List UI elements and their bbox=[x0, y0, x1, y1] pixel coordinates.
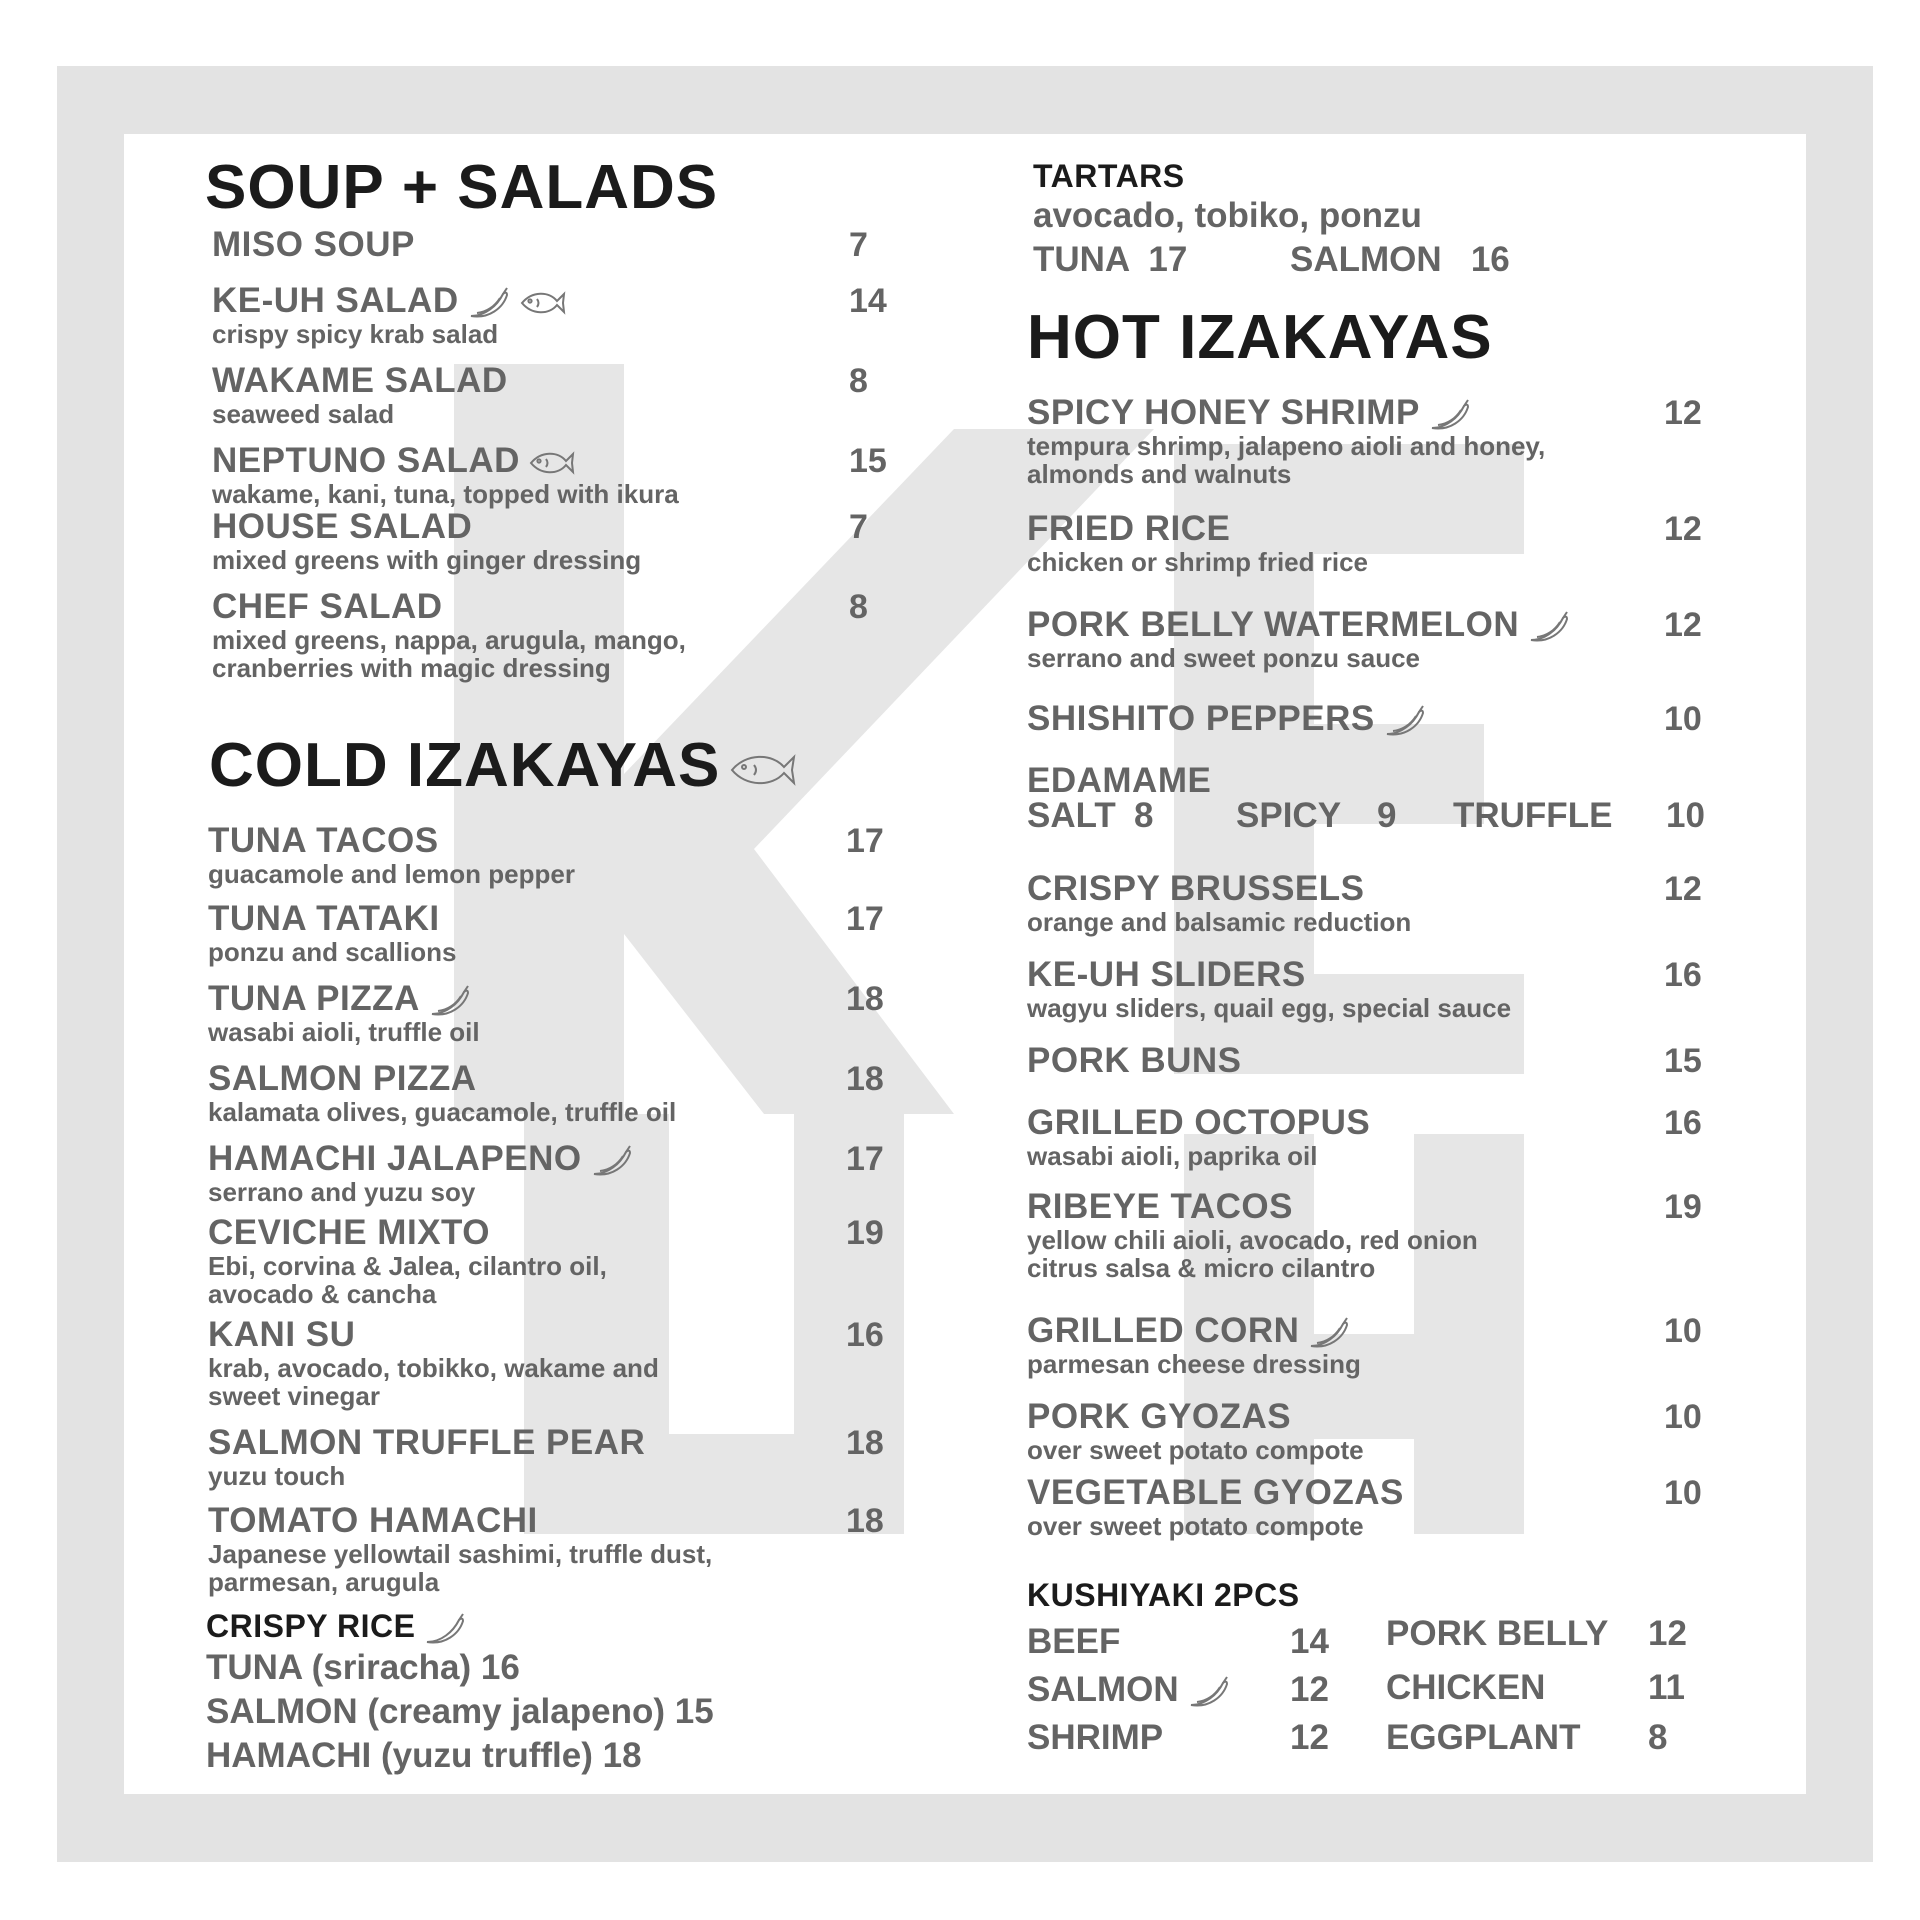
chili-pepper-icon bbox=[1428, 398, 1472, 432]
soup-salad-item bbox=[212, 362, 508, 428]
edamame-truffle-label: TRUFFLE bbox=[1453, 796, 1613, 835]
kushiyaki-item-name-text: SALMON bbox=[1027, 1670, 1179, 1709]
soup-salad-item bbox=[212, 442, 679, 508]
crispy-rice-title-text: CRISPY RICE bbox=[206, 1608, 416, 1644]
kushiyaki-item-price: 12 bbox=[1290, 1718, 1329, 1757]
item-name bbox=[208, 1140, 634, 1178]
kushiyaki-item-name bbox=[1386, 1668, 1545, 1708]
edamame-spicy-label: SPICY bbox=[1236, 796, 1342, 835]
item-price: 12 bbox=[1664, 394, 1702, 432]
item-price: 14 bbox=[849, 282, 887, 320]
kushiyaki-item-name-text: SHRIMP bbox=[1027, 1718, 1164, 1757]
item-name bbox=[1027, 606, 1571, 644]
chili-pepper-icon bbox=[423, 1612, 467, 1646]
kushiyaki-item-name bbox=[1027, 1622, 1120, 1662]
item-name-text: PORK BUNS bbox=[1027, 1041, 1242, 1080]
item-description: yuzu touch bbox=[208, 1461, 346, 1491]
kushiyaki-item-price: 8 bbox=[1648, 1718, 1668, 1757]
cold-izakaya-item bbox=[208, 1140, 634, 1206]
kushiyaki-item-price: 12 bbox=[1648, 1614, 1687, 1653]
tartars-description: avocado, tobiko, ponzu bbox=[1033, 196, 1422, 235]
item-name bbox=[208, 1316, 659, 1354]
hot-izakaya-item bbox=[1027, 510, 1368, 576]
chili-pepper-icon bbox=[1187, 1675, 1231, 1709]
cold-izakaya-item bbox=[208, 1316, 659, 1410]
edamame-salt-price: 8 bbox=[1134, 796, 1154, 835]
item-name bbox=[212, 588, 686, 626]
item-description: guacamole and lemon pepper bbox=[208, 859, 575, 889]
chili-pepper-icon bbox=[467, 286, 511, 320]
item-description: cranberries with magic dressing bbox=[212, 653, 611, 683]
item-description: mixed greens, nappa, arugula, mango, bbox=[212, 625, 686, 655]
item-name-text: KANI SU bbox=[208, 1315, 356, 1354]
section-title-kushiyaki: KUSHIYAKI 2PCS bbox=[1027, 1577, 1300, 1613]
cold-izakaya-item bbox=[208, 1214, 607, 1308]
item-description: Ebi, corvina & Jalea, cilantro oil, bbox=[208, 1251, 607, 1281]
item-price: 18 bbox=[846, 980, 884, 1018]
edamame-spicy-price: 9 bbox=[1377, 796, 1397, 835]
item-description: over sweet potato compote bbox=[1027, 1511, 1364, 1541]
item-price: 15 bbox=[1664, 1042, 1702, 1080]
tartars-tuna-price: TUNA 17 bbox=[1033, 240, 1188, 279]
item-description: avocado & cancha bbox=[208, 1279, 437, 1309]
item-description: serrano and sweet ponzu sauce bbox=[1027, 643, 1421, 673]
item-name bbox=[1027, 1312, 1361, 1350]
item-name-text: CHEF SALAD bbox=[212, 587, 443, 626]
item-name-text: CRISPY BRUSSELS bbox=[1027, 869, 1365, 908]
cold-izakaya-item bbox=[208, 900, 456, 966]
item-description: wakame, kani, tuna, topped with ikura bbox=[212, 479, 679, 509]
item-name-text: SALMON PIZZA bbox=[208, 1059, 477, 1098]
item-name bbox=[212, 442, 679, 480]
section-title-soup-salads: SOUP + SALADS bbox=[205, 153, 719, 222]
item-price: 17 bbox=[846, 1140, 884, 1178]
kushiyaki-item-price: 11 bbox=[1648, 1668, 1685, 1707]
item-price: 19 bbox=[846, 1214, 884, 1252]
kushiyaki-item-name bbox=[1027, 1718, 1163, 1758]
section-title-crispy-rice bbox=[206, 1608, 467, 1646]
chili-pepper-icon bbox=[428, 984, 472, 1018]
item-description: kalamata olives, guacamole, truffle oil bbox=[208, 1097, 677, 1127]
item-name-text: VEGETABLE GYOZAS bbox=[1027, 1473, 1404, 1512]
kushiyaki-item-name bbox=[1027, 1670, 1231, 1710]
item-description: orange and balsamic reduction bbox=[1027, 907, 1412, 937]
item-description: wagyu sliders, quail egg, special sauce bbox=[1027, 993, 1512, 1023]
item-description: ponzu and scallions bbox=[208, 937, 457, 967]
cold-izakaya-item bbox=[208, 1502, 712, 1596]
item-name-text: SALMON TRUFFLE PEAR bbox=[208, 1423, 646, 1462]
item-name bbox=[208, 1502, 712, 1540]
item-price: 7 bbox=[849, 508, 868, 546]
item-name-text: SHISHITO PEPPERS bbox=[1027, 699, 1375, 738]
kushiyaki-item-name bbox=[1386, 1718, 1580, 1758]
item-description: serrano and yuzu soy bbox=[208, 1177, 476, 1207]
item-name bbox=[1027, 700, 1427, 738]
chili-pepper-icon bbox=[590, 1144, 634, 1178]
item-price: 16 bbox=[1664, 956, 1702, 994]
tartars-salmon-price: SALMON 16 bbox=[1290, 240, 1510, 279]
crispy-rice-line-3: HAMACHI (yuzu truffle) 18 bbox=[206, 1736, 642, 1775]
item-name bbox=[1027, 394, 1545, 432]
item-price: 17 bbox=[846, 900, 884, 938]
item-name-text: SPICY HONEY SHRIMP bbox=[1027, 393, 1420, 432]
hot-izakaya-item bbox=[1027, 1312, 1361, 1378]
hot-izakaya-item bbox=[1027, 1398, 1364, 1464]
soup-salad-item bbox=[212, 226, 415, 264]
hot-izakaya-item bbox=[1027, 394, 1545, 488]
item-name-text: KE-UH SLIDERS bbox=[1027, 955, 1306, 994]
item-price: 8 bbox=[849, 362, 868, 400]
hot-izakaya-item bbox=[1027, 762, 1211, 800]
item-name bbox=[212, 508, 641, 546]
item-description: wasabi aioli, truffle oil bbox=[208, 1017, 480, 1047]
hot-izakaya-item bbox=[1027, 606, 1571, 672]
item-name-text: GRILLED CORN bbox=[1027, 1311, 1300, 1350]
item-price: 10 bbox=[1664, 700, 1702, 738]
kushiyaki-item-name-text: EGGPLANT bbox=[1386, 1718, 1581, 1757]
item-description: seaweed salad bbox=[212, 399, 395, 429]
kushiyaki-item-price: 14 bbox=[1290, 1622, 1329, 1661]
item-name bbox=[1027, 956, 1511, 994]
item-price: 10 bbox=[1664, 1312, 1702, 1350]
item-name-text: EDAMAME bbox=[1027, 761, 1212, 800]
item-name-text: TUNA TATAKI bbox=[208, 899, 440, 938]
hot-izakaya-item bbox=[1027, 870, 1411, 936]
item-price: 19 bbox=[1664, 1188, 1702, 1226]
fish-icon bbox=[519, 289, 567, 317]
kushiyaki-item-name-text: CHICKEN bbox=[1386, 1668, 1546, 1707]
item-price: 10 bbox=[1664, 1474, 1702, 1512]
item-name bbox=[1027, 1042, 1242, 1080]
item-name bbox=[1027, 1104, 1370, 1142]
item-price: 16 bbox=[1664, 1104, 1702, 1142]
item-name-text: GRILLED OCTOPUS bbox=[1027, 1103, 1371, 1142]
item-name bbox=[208, 900, 456, 938]
hot-izakaya-item bbox=[1027, 1474, 1404, 1540]
cold-izakaya-item bbox=[208, 1424, 645, 1490]
item-description: over sweet potato compote bbox=[1027, 1435, 1364, 1465]
item-description: mixed greens with ginger dressing bbox=[212, 545, 642, 575]
item-description: chicken or shrimp fried rice bbox=[1027, 547, 1369, 577]
item-name-text: MISO SOUP bbox=[212, 225, 415, 264]
soup-salad-item bbox=[212, 282, 567, 348]
menu-page bbox=[124, 134, 1806, 1794]
item-description: tempura shrimp, jalapeno aioli and honey, bbox=[1027, 431, 1546, 461]
item-description: almonds and walnuts bbox=[1027, 459, 1292, 489]
item-name-text: HAMACHI JALAPENO bbox=[208, 1139, 582, 1178]
hot-izakaya-item bbox=[1027, 1188, 1478, 1282]
item-price: 16 bbox=[846, 1316, 884, 1354]
cold-izakayas-title-text: COLD IZAKAYAS bbox=[209, 731, 721, 800]
cold-izakaya-item bbox=[208, 822, 575, 888]
item-price: 12 bbox=[1664, 606, 1702, 644]
item-description: crispy spicy krab salad bbox=[212, 319, 499, 349]
edamame-truffle-price: 10 bbox=[1666, 796, 1705, 835]
item-name bbox=[212, 226, 415, 264]
item-description: sweet vinegar bbox=[208, 1381, 380, 1411]
item-description: krab, avocado, tobikko, wakame and bbox=[208, 1353, 659, 1383]
item-price: 7 bbox=[849, 226, 868, 264]
crispy-rice-line-1: TUNA (sriracha) 16 bbox=[206, 1648, 520, 1687]
item-price: 8 bbox=[849, 588, 868, 626]
fish-icon bbox=[728, 751, 798, 789]
section-title-cold-izakayas bbox=[209, 730, 798, 801]
chili-pepper-icon bbox=[1383, 704, 1427, 738]
item-name bbox=[208, 980, 480, 1018]
item-name bbox=[1027, 870, 1411, 908]
item-price: 12 bbox=[1664, 870, 1702, 908]
kushiyaki-item-name bbox=[1386, 1614, 1608, 1654]
cold-izakaya-item bbox=[208, 1060, 676, 1126]
item-description: citrus salsa & micro cilantro bbox=[1027, 1253, 1376, 1283]
item-price: 12 bbox=[1664, 510, 1702, 548]
item-description: parmesan, arugula bbox=[208, 1567, 440, 1597]
item-name-text: PORK GYOZAS bbox=[1027, 1397, 1292, 1436]
item-name-text: WAKAME SALAD bbox=[212, 361, 508, 400]
item-name-text: CEVICHE MIXTO bbox=[208, 1213, 491, 1252]
item-description: yellow chili aioli, avocado, red onion bbox=[1027, 1225, 1478, 1255]
fish-icon bbox=[528, 449, 576, 477]
item-description: wasabi aioli, paprika oil bbox=[1027, 1141, 1318, 1171]
item-name bbox=[208, 1214, 607, 1252]
item-name bbox=[208, 1060, 676, 1098]
section-title-tartars: TARTARS bbox=[1033, 158, 1185, 194]
item-name-text: TOMATO HAMACHI bbox=[208, 1501, 538, 1540]
item-name-text: TUNA PIZZA bbox=[208, 979, 420, 1018]
item-name-text: FRIED RICE bbox=[1027, 509, 1231, 548]
item-name bbox=[208, 822, 575, 860]
item-description: parmesan cheese dressing bbox=[1027, 1349, 1361, 1379]
item-name-text: PORK BELLY WATERMELON bbox=[1027, 605, 1520, 644]
item-price: 15 bbox=[849, 442, 887, 480]
kushiyaki-item-name-text: PORK BELLY bbox=[1386, 1614, 1609, 1653]
hot-izakaya-item bbox=[1027, 700, 1427, 738]
hot-izakaya-item bbox=[1027, 1104, 1370, 1170]
item-name bbox=[212, 282, 567, 320]
item-name bbox=[1027, 1188, 1478, 1226]
item-name-text: HOUSE SALAD bbox=[212, 507, 473, 546]
item-price: 18 bbox=[846, 1502, 884, 1540]
kushiyaki-item-name-text: BEEF bbox=[1027, 1622, 1121, 1661]
cold-izakaya-item bbox=[208, 980, 480, 1046]
kushiyaki-item-price: 12 bbox=[1290, 1670, 1329, 1709]
item-name-text: RIBEYE TACOS bbox=[1027, 1187, 1293, 1226]
item-name bbox=[1027, 1474, 1404, 1512]
item-name bbox=[1027, 762, 1211, 800]
section-title-hot-izakayas: HOT IZAKAYAS bbox=[1027, 303, 1493, 372]
chili-pepper-icon bbox=[1527, 610, 1571, 644]
soup-salad-item bbox=[212, 508, 641, 574]
item-name bbox=[212, 362, 508, 400]
chili-pepper-icon bbox=[1307, 1316, 1351, 1350]
item-price: 17 bbox=[846, 822, 884, 860]
soup-salad-item bbox=[212, 588, 686, 682]
item-name-text: TUNA TACOS bbox=[208, 821, 439, 860]
item-name bbox=[208, 1424, 645, 1462]
item-price: 18 bbox=[846, 1060, 884, 1098]
hot-izakaya-item bbox=[1027, 956, 1511, 1022]
edamame-salt-label: SALT bbox=[1027, 796, 1116, 835]
item-price: 10 bbox=[1664, 1398, 1702, 1436]
item-name bbox=[1027, 1398, 1364, 1436]
crispy-rice-line-2: SALMON (creamy jalapeno) 15 bbox=[206, 1692, 714, 1731]
item-name-text: NEPTUNO SALAD bbox=[212, 441, 520, 480]
item-name bbox=[1027, 510, 1368, 548]
item-description: Japanese yellowtail sashimi, truffle dust, bbox=[208, 1539, 713, 1569]
hot-izakaya-item bbox=[1027, 1042, 1242, 1080]
item-name-text: KE-UH SALAD bbox=[212, 281, 459, 320]
item-price: 18 bbox=[846, 1424, 884, 1462]
